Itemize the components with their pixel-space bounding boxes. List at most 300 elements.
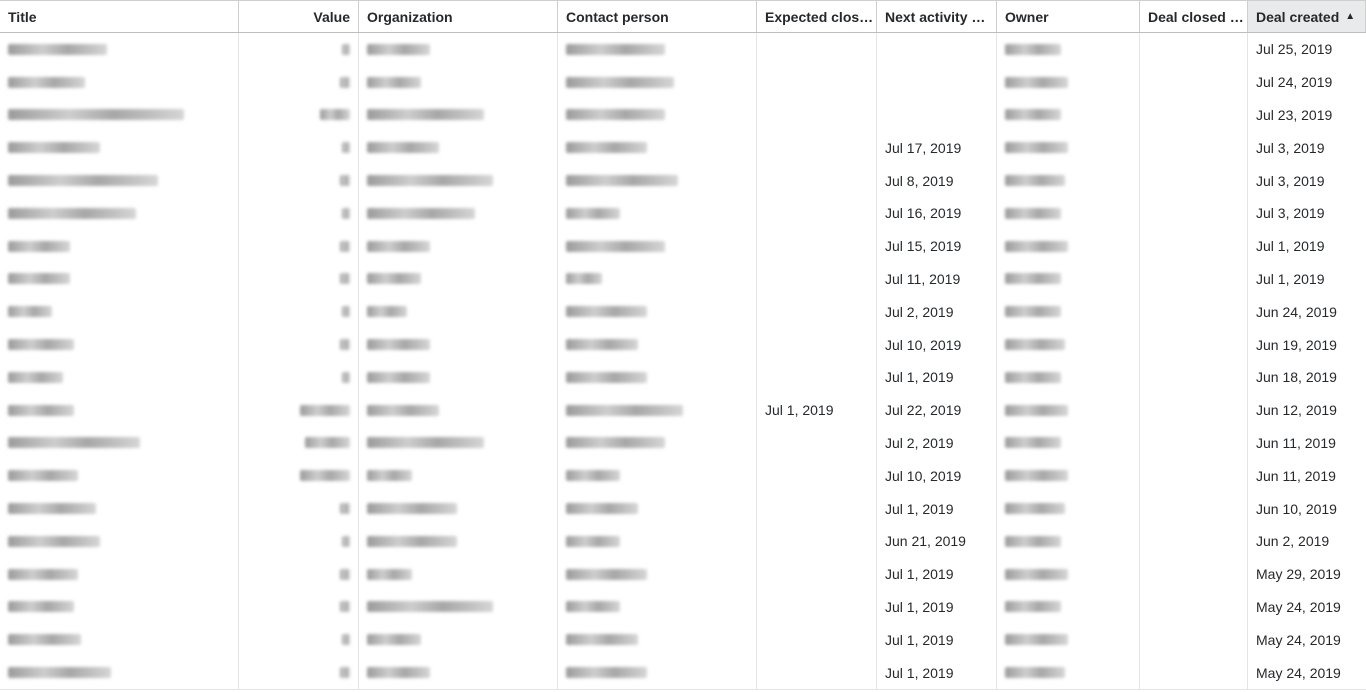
cell-next-activity[interactable] — [877, 295, 997, 328]
cell-title[interactable] — [0, 263, 239, 296]
cell-deal-created-text: Jul 23, 2019 — [1256, 106, 1333, 123]
cell-value[interactable] — [239, 492, 359, 525]
cell-expected-close[interactable] — [757, 295, 877, 328]
cell-deal-created-text: May 24, 2019 — [1256, 631, 1341, 648]
cell-deal-closed[interactable] — [1140, 558, 1248, 591]
cell-organization[interactable] — [359, 99, 558, 132]
cell-deal-closed[interactable] — [1140, 131, 1248, 164]
cell-title[interactable] — [0, 394, 239, 427]
cell-organization[interactable] — [359, 263, 558, 296]
cell-owner[interactable] — [997, 99, 1140, 132]
redacted-text — [1005, 601, 1061, 612]
redacted-text — [367, 273, 421, 284]
column-header-value[interactable] — [239, 1, 359, 32]
cell-deal-closed[interactable] — [1140, 427, 1248, 460]
cell-expected-close[interactable] — [757, 33, 877, 66]
cell-value[interactable] — [239, 656, 359, 689]
table-row[interactable] — [0, 525, 1366, 559]
cell-next-activity[interactable] — [877, 66, 997, 99]
redacted-text — [367, 405, 439, 416]
redacted-text — [300, 470, 350, 481]
cell-organization[interactable] — [359, 197, 558, 230]
cell-contact-person[interactable] — [558, 591, 757, 624]
cell-next-activity[interactable] — [877, 591, 997, 624]
column-header-deal-created[interactable] — [1248, 1, 1366, 32]
redacted-text — [1005, 339, 1065, 350]
cell-deal-closed[interactable] — [1140, 99, 1248, 132]
redacted-text — [1005, 470, 1068, 481]
table-row[interactable] — [0, 164, 1366, 198]
redacted-text — [367, 208, 475, 219]
table-row[interactable] — [0, 656, 1366, 690]
cell-owner[interactable] — [997, 558, 1140, 591]
table-row[interactable] — [0, 230, 1366, 264]
cell-deal-created-text: May 24, 2019 — [1256, 664, 1341, 681]
cell-deal-closed[interactable] — [1140, 295, 1248, 328]
redacted-text — [340, 241, 350, 252]
redacted-text — [1005, 44, 1061, 55]
cell-deal-created[interactable] — [1248, 623, 1366, 656]
cell-deal-closed[interactable] — [1140, 525, 1248, 558]
redacted-text — [566, 306, 647, 317]
cell-deal-created[interactable] — [1248, 197, 1366, 230]
triangle-up-icon[interactable]: ▲ — [1345, 11, 1356, 22]
redacted-text — [1005, 306, 1061, 317]
redacted-text — [8, 175, 158, 186]
cell-contact-person[interactable] — [558, 33, 757, 66]
redacted-text — [566, 536, 620, 547]
cell-owner[interactable] — [997, 459, 1140, 492]
table-row[interactable] — [0, 328, 1366, 362]
cell-next-activity[interactable] — [877, 131, 997, 164]
cell-deal-created[interactable] — [1248, 263, 1366, 296]
cell-deal-closed[interactable] — [1140, 164, 1248, 197]
redacted-text — [342, 142, 350, 153]
cell-expected-close[interactable] — [757, 99, 877, 132]
cell-owner[interactable] — [997, 656, 1140, 689]
cell-owner[interactable] — [997, 328, 1140, 361]
cell-value[interactable] — [239, 623, 359, 656]
cell-deal-created[interactable] — [1248, 164, 1366, 197]
cell-title[interactable] — [0, 66, 239, 99]
cell-deal-created-text: Jul 24, 2019 — [1256, 74, 1333, 91]
cell-value[interactable] — [239, 66, 359, 99]
cell-organization[interactable] — [359, 525, 558, 558]
redacted-text — [367, 175, 493, 186]
cell-deal-closed[interactable] — [1140, 361, 1248, 394]
column-header-label: Deal closed … — [1148, 8, 1244, 25]
cell-expected-close[interactable] — [757, 164, 877, 197]
table-row[interactable] — [0, 558, 1366, 592]
cell-next-activity-text: Jul 16, 2019 — [885, 205, 962, 222]
redacted-text — [300, 405, 350, 416]
cell-deal-closed[interactable] — [1140, 459, 1248, 492]
column-header-label: Title — [8, 8, 37, 25]
cell-organization[interactable] — [359, 66, 558, 99]
cell-expected-close[interactable] — [757, 230, 877, 263]
cell-value[interactable] — [239, 591, 359, 624]
cell-deal-created[interactable] — [1248, 295, 1366, 328]
cell-contact-person[interactable] — [558, 328, 757, 361]
cell-contact-person[interactable] — [558, 492, 757, 525]
cell-deal-created-text: Jun 10, 2019 — [1256, 500, 1337, 517]
cell-title[interactable] — [0, 295, 239, 328]
redacted-text — [367, 142, 439, 153]
redacted-text — [367, 470, 412, 481]
cell-owner[interactable] — [997, 131, 1140, 164]
table-row[interactable] — [0, 263, 1366, 297]
cell-owner[interactable] — [997, 295, 1140, 328]
cell-contact-person[interactable] — [558, 197, 757, 230]
cell-expected-close[interactable] — [757, 394, 877, 427]
cell-contact-person[interactable] — [558, 459, 757, 492]
redacted-text — [340, 175, 350, 186]
cell-expected-close[interactable] — [757, 591, 877, 624]
cell-title[interactable] — [0, 427, 239, 460]
cell-deal-created-text: Jul 3, 2019 — [1256, 172, 1325, 189]
cell-contact-person[interactable] — [558, 295, 757, 328]
cell-next-activity[interactable] — [877, 459, 997, 492]
cell-organization[interactable] — [359, 361, 558, 394]
redacted-text — [8, 569, 78, 580]
redacted-text — [1005, 372, 1061, 383]
cell-organization[interactable] — [359, 623, 558, 656]
cell-contact-person[interactable] — [558, 99, 757, 132]
redacted-text — [342, 536, 350, 547]
cell-value[interactable] — [239, 164, 359, 197]
cell-value[interactable] — [239, 33, 359, 66]
cell-contact-person[interactable] — [558, 656, 757, 689]
cell-value[interactable] — [239, 263, 359, 296]
cell-owner[interactable] — [997, 591, 1140, 624]
table-row[interactable] — [0, 459, 1366, 493]
redacted-text — [566, 142, 647, 153]
cell-title[interactable] — [0, 33, 239, 66]
cell-deal-closed[interactable] — [1140, 623, 1248, 656]
cell-deal-created[interactable] — [1248, 492, 1366, 525]
cell-title[interactable] — [0, 656, 239, 689]
cell-next-activity[interactable] — [877, 263, 997, 296]
redacted-text — [340, 339, 350, 350]
cell-deal-created[interactable] — [1248, 361, 1366, 394]
cell-contact-person[interactable] — [558, 394, 757, 427]
cell-title[interactable] — [0, 230, 239, 263]
cell-expected-close[interactable] — [757, 656, 877, 689]
cell-next-activity[interactable] — [877, 99, 997, 132]
table-row[interactable] — [0, 623, 1366, 657]
redacted-text — [566, 667, 647, 678]
table-row[interactable] — [0, 361, 1366, 395]
redacted-text — [8, 437, 140, 448]
column-header-organization[interactable] — [359, 1, 558, 32]
redacted-text — [8, 634, 81, 645]
cell-deal-closed[interactable] — [1140, 66, 1248, 99]
redacted-text — [566, 273, 602, 284]
cell-deal-closed[interactable] — [1140, 328, 1248, 361]
table-row[interactable] — [0, 197, 1366, 231]
cell-organization[interactable] — [359, 131, 558, 164]
cell-owner[interactable] — [997, 66, 1140, 99]
cell-title[interactable] — [0, 525, 239, 558]
redacted-text — [1005, 142, 1068, 153]
cell-organization[interactable] — [359, 295, 558, 328]
cell-deal-closed[interactable] — [1140, 656, 1248, 689]
cell-next-activity-text: Jul 15, 2019 — [885, 238, 962, 255]
redacted-text — [1005, 536, 1061, 547]
redacted-text — [340, 569, 350, 580]
cell-title[interactable] — [0, 131, 239, 164]
cell-next-activity-text: Jul 8, 2019 — [885, 172, 954, 189]
cell-expected-close[interactable] — [757, 197, 877, 230]
cell-title[interactable] — [0, 591, 239, 624]
cell-deal-created-text: Jun 11, 2019 — [1256, 434, 1336, 451]
table-row[interactable] — [0, 427, 1366, 461]
redacted-text — [566, 77, 674, 88]
column-header-title[interactable] — [0, 1, 239, 32]
cell-expected-close[interactable] — [757, 492, 877, 525]
cell-contact-person[interactable] — [558, 623, 757, 656]
cell-organization[interactable] — [359, 459, 558, 492]
column-header-owner[interactable] — [997, 1, 1140, 32]
cell-contact-person[interactable] — [558, 164, 757, 197]
column-header-label: Deal created — [1256, 8, 1340, 25]
redacted-text — [566, 372, 647, 383]
cell-title[interactable] — [0, 459, 239, 492]
cell-deal-created[interactable] — [1248, 99, 1366, 132]
cell-owner[interactable] — [997, 230, 1140, 263]
cell-next-activity-text: Jul 1, 2019 — [885, 664, 954, 681]
cell-deal-closed[interactable] — [1140, 492, 1248, 525]
cell-expected-close[interactable] — [757, 263, 877, 296]
cell-deal-created[interactable] — [1248, 328, 1366, 361]
cell-expected-close[interactable] — [757, 459, 877, 492]
cell-organization[interactable] — [359, 558, 558, 591]
cell-expected-close[interactable] — [757, 623, 877, 656]
cell-deal-created[interactable] — [1248, 558, 1366, 591]
cell-organization[interactable] — [359, 492, 558, 525]
cell-expected-close[interactable] — [757, 525, 877, 558]
cell-deal-created[interactable] — [1248, 394, 1366, 427]
cell-deal-created[interactable] — [1248, 230, 1366, 263]
cell-next-activity[interactable] — [877, 656, 997, 689]
cell-expected-close[interactable] — [757, 328, 877, 361]
cell-next-activity[interactable] — [877, 328, 997, 361]
cell-expected-close[interactable] — [757, 131, 877, 164]
cell-owner[interactable] — [997, 492, 1140, 525]
table-row[interactable] — [0, 492, 1366, 526]
cell-deal-created-text: Jun 12, 2019 — [1256, 402, 1337, 419]
cell-deal-closed[interactable] — [1140, 394, 1248, 427]
cell-owner[interactable] — [997, 394, 1140, 427]
cell-next-activity[interactable] — [877, 394, 997, 427]
cell-value[interactable] — [239, 427, 359, 460]
cell-expected-close[interactable] — [757, 558, 877, 591]
cell-organization[interactable] — [359, 656, 558, 689]
cell-deal-created-text: Jun 2, 2019 — [1256, 533, 1330, 550]
table-row[interactable] — [0, 99, 1366, 133]
cell-value[interactable] — [239, 394, 359, 427]
cell-contact-person[interactable] — [558, 558, 757, 591]
cell-contact-person[interactable] — [558, 131, 757, 164]
table-row[interactable] — [0, 591, 1366, 625]
table-row[interactable] — [0, 33, 1366, 67]
redacted-text — [367, 667, 430, 678]
cell-contact-person[interactable] — [558, 66, 757, 99]
cell-organization[interactable] — [359, 328, 558, 361]
redacted-text — [342, 306, 350, 317]
cell-next-activity[interactable] — [877, 427, 997, 460]
cell-contact-person[interactable] — [558, 230, 757, 263]
redacted-text — [566, 470, 620, 481]
cell-value[interactable] — [239, 295, 359, 328]
cell-contact-person[interactable] — [558, 263, 757, 296]
cell-owner[interactable] — [997, 164, 1140, 197]
cell-title[interactable] — [0, 558, 239, 591]
table-header — [0, 0, 1366, 33]
cell-deal-created[interactable] — [1248, 656, 1366, 689]
cell-value[interactable] — [239, 525, 359, 558]
cell-value[interactable] — [239, 558, 359, 591]
cell-expected-close-text: Jul 1, 2019 — [765, 402, 834, 419]
cell-deal-created[interactable] — [1248, 525, 1366, 558]
table-row[interactable] — [0, 66, 1366, 100]
redacted-text — [566, 109, 665, 120]
cell-organization[interactable] — [359, 394, 558, 427]
cell-owner[interactable] — [997, 623, 1140, 656]
column-header-next-activity[interactable] — [877, 1, 997, 32]
redacted-text — [340, 273, 350, 284]
cell-next-activity[interactable] — [877, 361, 997, 394]
cell-next-activity[interactable] — [877, 492, 997, 525]
redacted-text — [305, 437, 350, 448]
cell-deal-closed[interactable] — [1140, 263, 1248, 296]
cell-expected-close[interactable] — [757, 66, 877, 99]
redacted-text — [367, 306, 407, 317]
cell-contact-person[interactable] — [558, 525, 757, 558]
cell-owner[interactable] — [997, 361, 1140, 394]
redacted-text — [8, 208, 136, 219]
cell-next-activity[interactable] — [877, 33, 997, 66]
cell-deal-closed[interactable] — [1140, 33, 1248, 66]
cell-organization[interactable] — [359, 164, 558, 197]
cell-deal-created[interactable] — [1248, 427, 1366, 460]
redacted-text — [340, 503, 350, 514]
cell-owner[interactable] — [997, 263, 1140, 296]
cell-owner[interactable] — [997, 427, 1140, 460]
table-row[interactable] — [0, 295, 1366, 329]
cell-value[interactable] — [239, 230, 359, 263]
cell-deal-created[interactable] — [1248, 33, 1366, 66]
cell-deal-created[interactable] — [1248, 66, 1366, 99]
redacted-text — [320, 109, 350, 120]
redacted-text — [566, 634, 638, 645]
cell-deal-created[interactable] — [1248, 131, 1366, 164]
cell-deal-created[interactable] — [1248, 459, 1366, 492]
redacted-text — [8, 405, 74, 416]
redacted-text — [8, 470, 78, 481]
cell-next-activity-text: Jul 2, 2019 — [885, 434, 954, 451]
cell-title[interactable] — [0, 361, 239, 394]
cell-value[interactable] — [239, 459, 359, 492]
redacted-text — [8, 372, 63, 383]
cell-organization[interactable] — [359, 427, 558, 460]
redacted-text — [566, 339, 638, 350]
cell-next-activity[interactable] — [877, 525, 997, 558]
cell-title[interactable] — [0, 328, 239, 361]
redacted-text — [8, 339, 74, 350]
column-header-deal-closed[interactable] — [1140, 1, 1248, 32]
redacted-text — [8, 142, 100, 153]
cell-value[interactable] — [239, 328, 359, 361]
redacted-text — [1005, 273, 1061, 284]
cell-next-activity[interactable] — [877, 623, 997, 656]
cell-title[interactable] — [0, 99, 239, 132]
cell-owner[interactable] — [997, 33, 1140, 66]
cell-next-activity-text: Jul 10, 2019 — [885, 336, 962, 353]
redacted-text — [367, 44, 430, 55]
cell-organization[interactable] — [359, 230, 558, 263]
cell-next-activity-text: Jul 1, 2019 — [885, 631, 954, 648]
cell-next-activity[interactable] — [877, 197, 997, 230]
cell-organization[interactable] — [359, 33, 558, 66]
redacted-text — [566, 44, 665, 55]
redacted-text — [367, 569, 412, 580]
column-header-expected-close[interactable] — [757, 1, 877, 32]
cell-contact-person[interactable] — [558, 361, 757, 394]
redacted-text — [1005, 503, 1065, 514]
cell-next-activity[interactable] — [877, 558, 997, 591]
cell-value[interactable] — [239, 131, 359, 164]
cell-next-activity[interactable] — [877, 230, 997, 263]
redacted-text — [1005, 405, 1068, 416]
redacted-text — [1005, 667, 1065, 678]
table-row[interactable] — [0, 394, 1366, 428]
cell-contact-person[interactable] — [558, 427, 757, 460]
column-header-contact-person[interactable] — [558, 1, 757, 32]
redacted-text — [367, 109, 484, 120]
cell-next-activity-text: Jul 1, 2019 — [885, 598, 954, 615]
cell-next-activity-text: Jul 22, 2019 — [885, 402, 962, 419]
redacted-text — [367, 503, 457, 514]
cell-value[interactable] — [239, 197, 359, 230]
cell-owner[interactable] — [997, 197, 1140, 230]
cell-title[interactable] — [0, 197, 239, 230]
cell-expected-close[interactable] — [757, 361, 877, 394]
cell-value[interactable] — [239, 99, 359, 132]
cell-deal-created[interactable] — [1248, 591, 1366, 624]
cell-title[interactable] — [0, 492, 239, 525]
cell-organization[interactable] — [359, 591, 558, 624]
table-row[interactable] — [0, 131, 1366, 165]
cell-next-activity-text: Jul 2, 2019 — [885, 303, 954, 320]
redacted-text — [340, 667, 350, 678]
cell-title[interactable] — [0, 164, 239, 197]
column-header-label: Organization — [367, 8, 453, 25]
cell-deal-closed[interactable] — [1140, 230, 1248, 263]
redacted-text — [566, 405, 683, 416]
cell-deal-closed[interactable] — [1140, 591, 1248, 624]
cell-deal-closed[interactable] — [1140, 197, 1248, 230]
cell-value[interactable] — [239, 361, 359, 394]
cell-owner[interactable] — [997, 525, 1140, 558]
redacted-text — [8, 241, 70, 252]
redacted-text — [566, 503, 638, 514]
cell-title[interactable] — [0, 623, 239, 656]
cell-expected-close[interactable] — [757, 427, 877, 460]
cell-next-activity[interactable] — [877, 164, 997, 197]
redacted-text — [367, 241, 430, 252]
redacted-text — [566, 601, 620, 612]
